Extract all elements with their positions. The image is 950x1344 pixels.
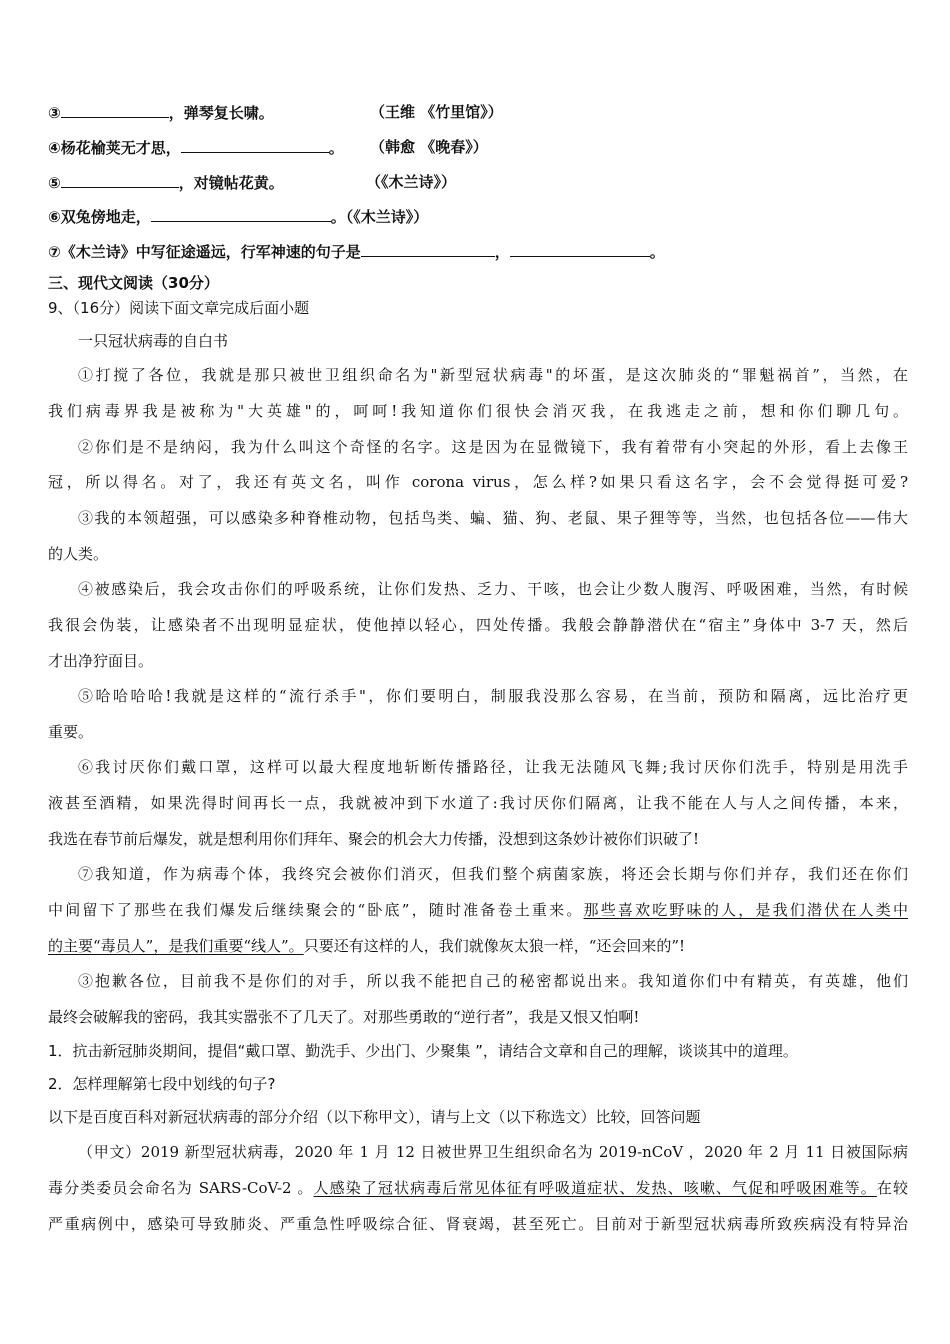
answer-blank[interactable]	[181, 137, 329, 153]
poem-source: （韩愈 《晚春》）	[370, 138, 488, 156]
poem-line-4: ④杨花榆荚无才思， 。 （韩愈 《晚春》）	[48, 138, 488, 157]
paragraph-line: 我很会伪装，让感染者不出现明显症状，使他掉以轻心，四处传播。我般会静静潜伏在“宿主”身体中 3-7 天，然后	[48, 616, 908, 634]
question-intro: 9、（16分）阅读下面文章完成后面小题	[48, 299, 310, 317]
compare-intro: 以下是百度百科对新冠状病毒的部分介绍（以下称甲文），请与上文（以下称选文）比较，回答问题	[48, 1108, 701, 1126]
answer-blank[interactable]	[510, 241, 650, 257]
paragraph-line: ④被感染后，我会攻击你们的呼吸系统，让你们发热、乏力、干咳，也会让少数人腹泻、呼吸困难，当然，有时候	[78, 580, 908, 598]
jiawen-line: 毒分类委员会命名为 SARS-CoV-2 。人感染了冠状病毒后常见体征有呼吸道症状、发热、咳嗽、气促和呼吸困难等。在较	[48, 1179, 908, 1197]
paragraph-line: 最终会破解我的密码，我其实嚣张不了几天了。对那些勇敢的“逆行者”，我是又恨又怕啊!	[48, 1008, 640, 1026]
paragraph-line: 的主要“毒员人”，是我们重要“线人”。只要还有这样的人，我们就像灰太狼一样，“还会回来的”!	[48, 937, 686, 955]
paragraph-line: 才出净狞面目。	[48, 652, 154, 670]
section-title: 三、现代文阅读（30分）	[48, 274, 219, 292]
paragraph-line: ⑤哈哈哈哈!我就是这样的“流行杀手"，你们要明白，制服我没那么容易，在当前，预防和隔离，远比治疗更	[78, 687, 908, 705]
poem-line-7: ⑦《木兰诗》中写征途遥远，行军神速的句子是 ， 。	[48, 243, 665, 261]
poem-source: （《木兰诗》）	[366, 173, 457, 191]
jiawen-line: （甲文）2019 新型冠状病毒，2020 年 1 月 12 日被世界卫生组织命名为 2019-nCoV ，2020 年 2 月 11 日被国际病	[78, 1143, 908, 1161]
paragraph-line: ①打搅了各位，我就是那只被世卫组织命名为"新型冠状病毒"的坏蛋，是这次肺炎的“罪魁祸首”，当然，在	[78, 366, 908, 384]
poem-line-6: ⑥双兔傍地走， 。（《木兰诗》）	[48, 208, 429, 226]
poem-line-5: ⑤ ，对镜帖花黄。 （《木兰诗》）	[48, 173, 457, 192]
underlined-sentence: 人感染了冠状病毒后常见体征有呼吸道症状、发热、咳嗽、气促和呼吸困难等。	[313, 1179, 877, 1197]
paragraph-line: 的人类。	[48, 545, 109, 563]
paragraph-line: 我选在春节前后爆发，就是想利用你们拜年、聚会的机会大力传播，没想到这条妙计被你们识破了!	[48, 830, 700, 848]
jiawen-line: 严重病例中，感染可导致肺炎、严重急性呼吸综合征、肾衰竭，甚至死亡。目前对于新型冠状病毒所致疾病没有特异治	[48, 1215, 908, 1233]
answer-blank[interactable]	[151, 206, 331, 222]
poem-line-3: ③ ，弹琴复长啸。 （王维 《竹里馆》）	[48, 103, 503, 122]
question-1: 1．抗击新冠肺炎期间，提倡“戴口罩、勤洗手、少出门、少聚集 ”，请结合文章和自己的理解，谈谈其中的道理。	[48, 1042, 798, 1060]
paragraph-line: ⑦我知道，作为病毒个体，我终究会被你们消灭，但我们整个病菌家族，将还会长期与你们并存，我们还在你们	[78, 865, 908, 883]
paragraph-line: ③抱歉各位，目前我不是你们的对手，所以我不能把自己的秘密都说出来。我知道你们中有精英，有英雄，他们	[78, 972, 908, 990]
paragraph-line: 冠，所以得名。对了，我还有英文名，叫作 corona virus，怎么样?如果只看这名字，会不会觉得挺可爱?	[48, 473, 908, 491]
paragraph-line: 重要。	[48, 723, 94, 741]
poem-source: （王维 《竹里馆》）	[370, 103, 503, 121]
article-title: 一只冠状病毒的自白书	[78, 332, 229, 350]
answer-blank[interactable]	[361, 241, 495, 257]
paragraph-line: ②你们是不是纳闷，我为什么叫这个奇怪的名字。这是因为在显微镜下，我有着带有小突起的外形，看上去像王	[78, 438, 908, 456]
answer-blank[interactable]	[61, 172, 179, 188]
paragraph-line: 中间留下了那些在我们爆发后继续聚会的“卧底”，随时准备卷土重来。那些喜欢吃野味的人，是我们潜伏在人类中	[48, 901, 908, 919]
underlined-sentence: 的主要“毒员人”，是我们重要“线人”。	[48, 937, 304, 955]
paragraph-line: ⑥我讨厌你们戴口罩，这样可以最大程度地斩断传播路径，让我无法随风飞舞;我讨厌你们洗手，特别是用洗手	[78, 758, 908, 776]
paragraph-line: 液甚至酒精，如果洗得时间再长一点，我就被冲到下水道了:我讨厌你们隔离，让我不能在人与人之间传播，本来，	[48, 794, 908, 812]
answer-blank[interactable]	[61, 102, 169, 118]
paragraph-line: ③我的本领超强，可以感染多种脊椎动物，包括鸟类、蝙、猫、狗、老鼠、果子狸等等，当然，也包括各位——伟大	[78, 509, 908, 527]
question-2: 2．怎样理解第七段中划线的句子?	[48, 1075, 276, 1093]
paragraph-line: 我们病毒界我是被称为"大英雄"的，呵呵!我知道你们很快会消灭我，在我逃走之前，想和你们聊几句。	[48, 402, 908, 420]
poem-source: （《木兰诗》）	[345, 208, 429, 226]
underlined-sentence: 那些喜欢吃野味的人，是我们潜伏在人类中	[583, 901, 908, 919]
